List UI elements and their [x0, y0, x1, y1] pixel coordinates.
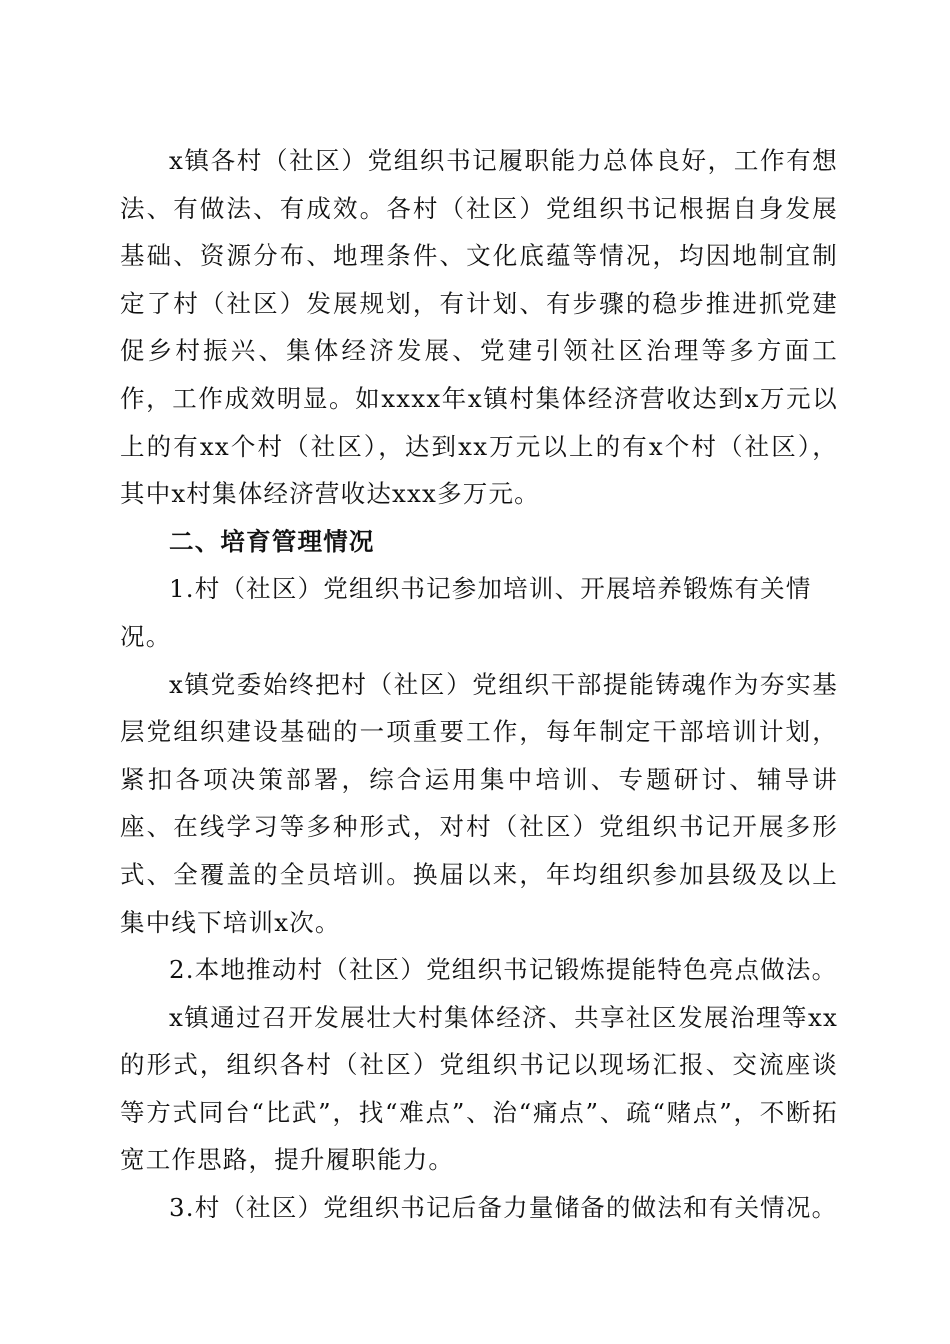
paragraph-local-practices: x镇通过召开发展壮大村集体经济、共享社区发展治理等xx的形式，组织各村（社区）党组织书记以现场汇报、交流座谈等方式同台“比武”，找“难点”、治“痛点”、疏“赌点”，不断拓宽工作思路，提升履职能力。 — [120, 1002, 838, 1175]
paragraph-overall-performance: x镇各村（社区）党组织书记履职能力总体良好，工作有想法、有做法、有成效。各村（社区）党组织书记根据自身发展基础、资源分布、地理条件、文化底蕴等情况，均因地制宜制定了村（社区）发展规划，有计划、有步骤的稳步推进抓党建促乡村振兴、集体经济发展、党建引领社区治理等多方面工作，工作成效明显。如xxxx年x镇村集体经济营收达到x万元以上的有xx个村（社区），达到xx万元以上的有x个村（社区），其中x村集体经济营收达xxx多万元。 — [120, 146, 838, 509]
section-heading-cultivation-management: 二、培育管理情况 — [169, 526, 375, 556]
subheading-reserve-force: 3.村（社区）党组织书记后备力量储备的做法和有关情况。 — [169, 1193, 838, 1223]
paragraph-training-details: x镇党委始终把村（社区）党组织干部提能铸魂作为夯实基层党组织建设基础的一项重要工作，每年制定干部培训计划，紧扣各项决策部署，综合运用集中培训、专题研讨、辅导讲座、在线学习等多种形式，对村（社区）党组织书记开展多形式、全覆盖的全员培训。换届以来，年均组织参加县级及以上集中线下培训x次。 — [120, 669, 838, 937]
subheading-local-practices: 2.本地推动村（社区）党组织书记锻炼提能特色亮点做法。 — [169, 955, 838, 985]
subheading-training: 1.村（社区）党组织书记参加培训、开展培养锻炼有关情况。 — [120, 574, 812, 651]
document-page — [120, 137, 838, 1232]
